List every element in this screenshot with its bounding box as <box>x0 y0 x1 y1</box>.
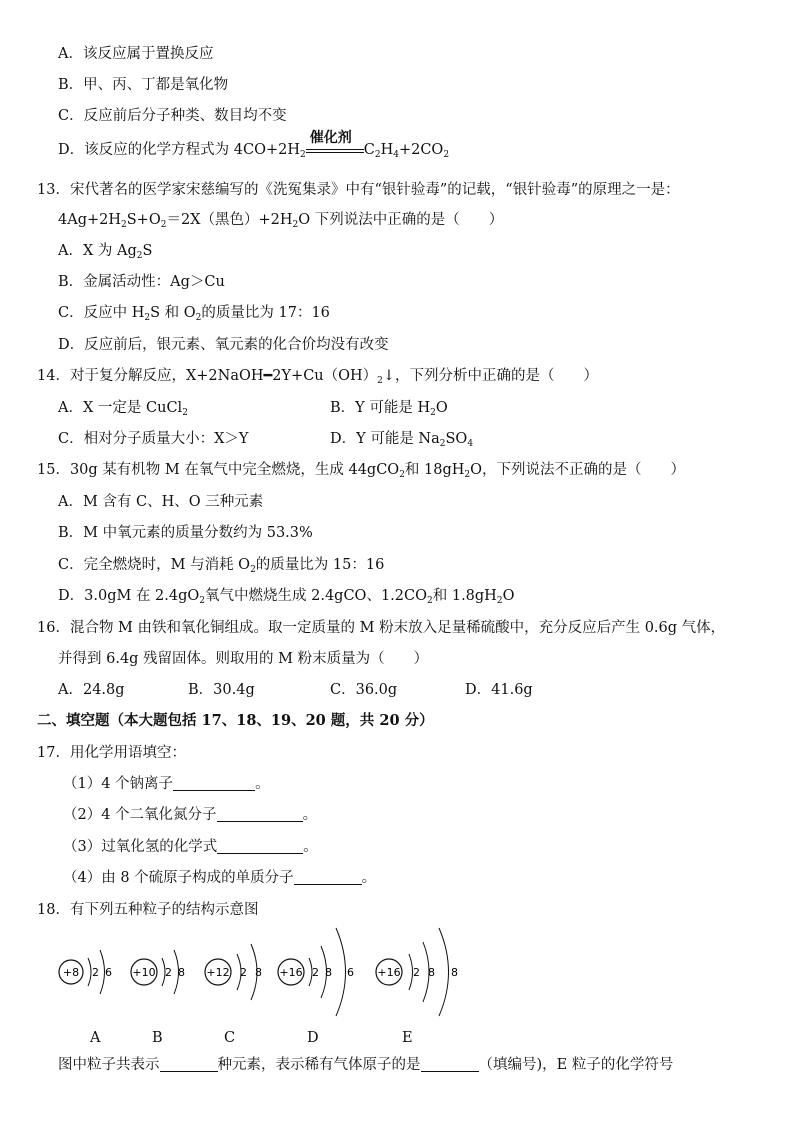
atom-label-D: D <box>307 1030 319 1046</box>
q15-stem: 15．30g 某有机物 M 在氧气中完全燃烧，生成 44gCO$_2$和 $18gH_2O$，下列说法不正确的是（ ） <box>37 462 686 480</box>
q17-item-3: （3）过氧化氢的化学式 。 <box>63 839 318 855</box>
shell-B-1: 2 <box>165 966 172 979</box>
q14-option-c: C．相对分子质量大小：X＞Y <box>58 431 249 447</box>
q13-stem-1: 13．宋代著名的医学家宋慈编写的《洗冤集录》中有“银针验毒”的记载，“银针验毒”的原理之一是： <box>37 182 680 198</box>
q13-option-c: C．反应中 $H_2S$ 和 $O_2$的质量比为 17：16 <box>58 305 330 323</box>
shell-D-2: 8 <box>325 966 332 979</box>
answer-blank[interactable] <box>173 775 255 791</box>
q13-option-a: A．X 为 $Ag_2S$ <box>58 243 153 261</box>
answer-blank[interactable] <box>421 1056 479 1072</box>
nucleus-B: +10 <box>132 966 156 979</box>
q16-option-c: C．36.0g <box>330 682 398 698</box>
atom-A <box>59 950 112 994</box>
shell-A-1: 2 <box>92 966 99 979</box>
atom-label-C: C <box>224 1030 236 1046</box>
q16-stem-1: 16．混合物 M 由铁和氧化铜组成。取一定质量的 M 粉末放入足量稀硫酸中，充分反应后产生 0.6g 气体， <box>37 620 726 636</box>
atom-C <box>205 944 262 1000</box>
answer-blank[interactable] <box>294 869 362 885</box>
q12-option-d: D．该反应的化学方程式为 $4CO+2H_2$ 催化剂 $C_2H_4+2CO_2$ <box>58 130 450 160</box>
q15-option-a: A．M 含有 C、H、O 三种元素 <box>58 494 264 510</box>
q13-option-b: B．金属活动性：Ag＞Cu <box>58 274 225 290</box>
shell-E-3: 8 <box>451 966 458 979</box>
q15-option-b: B．M 中氧元素的质量分数约为 53.3% <box>58 525 313 541</box>
nucleus-A: +8 <box>62 966 80 979</box>
q18-tail: 图中粒子共表示 种元素，表示稀有气体原子的是 （填编号)，E 粒子的化学符号 <box>58 1057 674 1073</box>
q17-item-4: （4）由 8 个硫原子构成的单质分子 。 <box>63 870 377 886</box>
shell-E-2: 8 <box>428 966 435 979</box>
answer-blank[interactable] <box>217 838 303 854</box>
q13-option-d: D．反应前后，银元素、氧元素的化合价均没有改变 <box>58 337 389 353</box>
q15-option-d: D．3.0gM 在 $2.4gO_2$氧气中燃烧生成 2.4gCO、$1.2CO_2$和 $1.8gH_2O$ <box>58 588 515 606</box>
atom-label-E: E <box>402 1030 413 1046</box>
q12-option-c: C．反应前后分子种类、数目均不变 <box>58 108 287 124</box>
shell-A-2: 6 <box>105 966 112 979</box>
q13-stem-2: $4Ag+2H_2S+O_2=2X$（黑色）$+2H_2O$ 下列说法中正确的是（ ） <box>58 212 504 230</box>
shell-B-2: 8 <box>178 966 185 979</box>
answer-blank[interactable] <box>217 806 303 822</box>
atomic-structure-diagrams <box>55 920 485 1020</box>
shell-D-3: 6 <box>347 966 354 979</box>
catalyst-equals <box>306 130 364 160</box>
q14-option-a: A．X 一定是 CuCl$_2$ <box>58 400 188 418</box>
atom-D <box>278 928 354 1016</box>
q16-option-b: B．30.4g <box>188 682 255 698</box>
nucleus-C: +12 <box>206 966 230 979</box>
answer-blank[interactable] <box>160 1056 218 1072</box>
q18-stem: 18．有下列五种粒子的结构示意图 <box>37 902 259 918</box>
q17-stem: 17．用化学用语填空： <box>37 745 186 761</box>
q14-option-d: D．Y 可能是 $Na_2SO_4$ <box>330 431 474 449</box>
shell-E-1: 2 <box>413 966 420 979</box>
q17-item-1: （1）4 个钠离子 。 <box>63 776 270 792</box>
shell-C-1: 2 <box>240 966 247 979</box>
catalyst-label: 催化剂 <box>309 130 352 146</box>
q12-option-b: B．甲、丙、丁都是氧化物 <box>58 77 229 93</box>
atom-B <box>131 950 185 994</box>
q16-option-d: D．41.6g <box>465 682 533 698</box>
q16-stem-2: 并得到 6.4g 残留固体。则取用的 M 粉末质量为（ ） <box>58 651 429 667</box>
atom-label-B: B <box>152 1030 163 1046</box>
atom-label-A: A <box>90 1030 101 1046</box>
nucleus-D: +16 <box>279 966 303 979</box>
q17-item-2: （2）4 个二氧化氮分子 。 <box>63 807 318 823</box>
shell-D-1: 2 <box>312 966 319 979</box>
shell-C-2: 8 <box>255 966 262 979</box>
q12-option-a: A．该反应属于置换反应 <box>58 46 214 62</box>
q15-option-c: C．完全燃烧时，M 与消耗 $O_2$的质量比为 15：16 <box>58 557 385 575</box>
q14-stem: 14．对于复分解反应，$X+2NaOH━2Y+Cu(OH)_2↓$，下列分析中正确的是（ ） <box>37 368 599 386</box>
nucleus-E: +16 <box>377 966 401 979</box>
atom-E <box>376 928 458 1016</box>
q14-option-b: B．Y 可能是 $H_2O$ <box>330 400 448 418</box>
q16-option-a: A．24.8g <box>58 682 125 698</box>
section-2-title: 二、填空题（本大题包括 17、18、19、20 题，共 20 分） <box>37 712 434 729</box>
